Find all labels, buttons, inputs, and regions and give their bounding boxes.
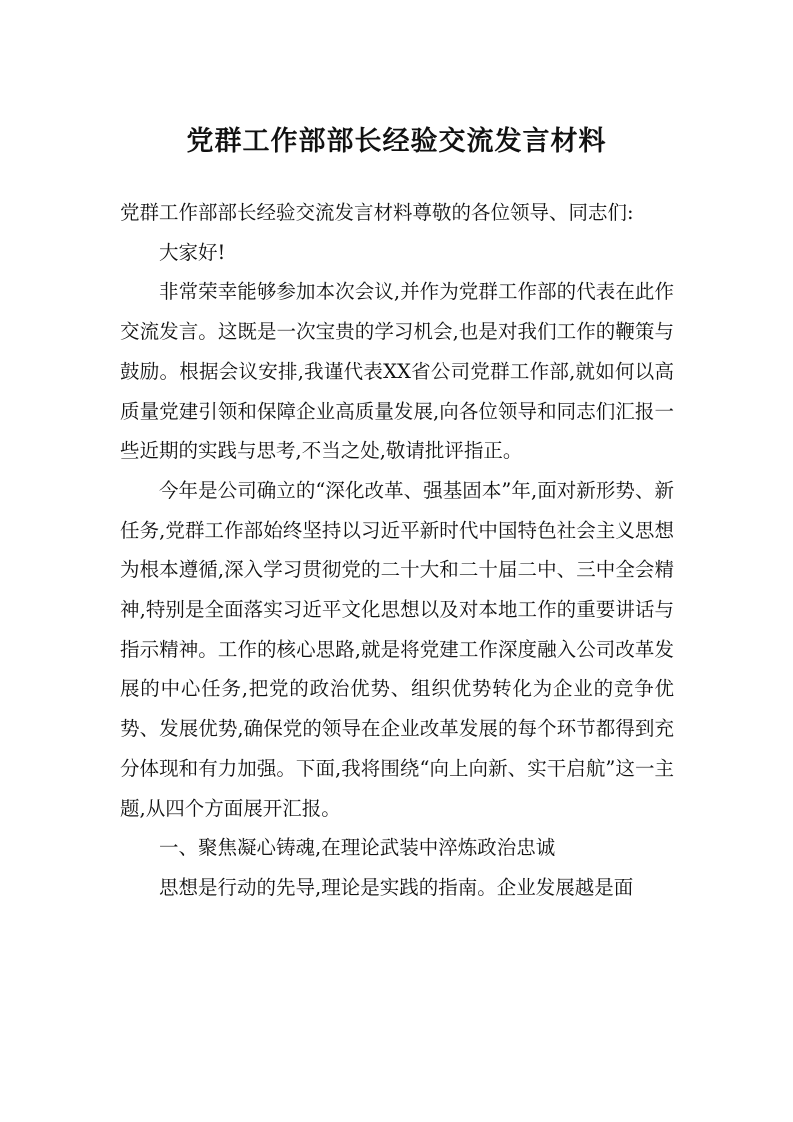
section-heading-1: 一、聚焦凝心铸魂,在理论武装中淬炼政治忠诚 bbox=[159, 836, 556, 860]
document-body bbox=[120, 193, 674, 908]
greeting-paragraph: 大家好! bbox=[159, 240, 226, 264]
section-1-paragraph: 思想是行动的先导,理论是实践的指南。企业发展越是面 bbox=[159, 875, 634, 899]
overview-paragraph: 今年是公司确立的“深化改革、强基固本”年,面对新形势、新任务,党群工作部始终坚持以习近平新时代中国特色社会主义思想为根本遵循,深入学习贯彻党的二十大和二十届二中、三中全会精神,特别是全面落实习近平文化思想以及对本地工作的重要讲话与指示精神。工作的核心思路,就是将党建工作深度融入公司改革发展的中心任务,把党的政治优势、组织优势转化为企业的竞争优势、发展优势,确保党的领导在企业改革发展的每个环节都得到充分体现和有力加强。下面,我将围绕“向上向新、实干启航”这一主题,从四个方面展开汇报。 bbox=[120, 478, 674, 820]
intro-paragraph: 非常荣幸能够参加本次会议,并作为党群工作部的代表在此作交流发言。这既是一次宝贵的学习机会,也是对我们工作的鞭策与鼓励。根据会议安排,我谨代表XX省公司党群工作部,就如何以高质量党建引领和保障企业高质量发展,向各位领导和同志们汇报一些近期的实践与思考,不当之处,敬请批评指正。 bbox=[120, 280, 674, 463]
document-title: 党群工作部部长经验交流发言材料 bbox=[186, 126, 607, 157]
salutation-paragraph: 党群工作部部长经验交流发言材料尊敬的各位领导、同志们: bbox=[120, 201, 634, 224]
